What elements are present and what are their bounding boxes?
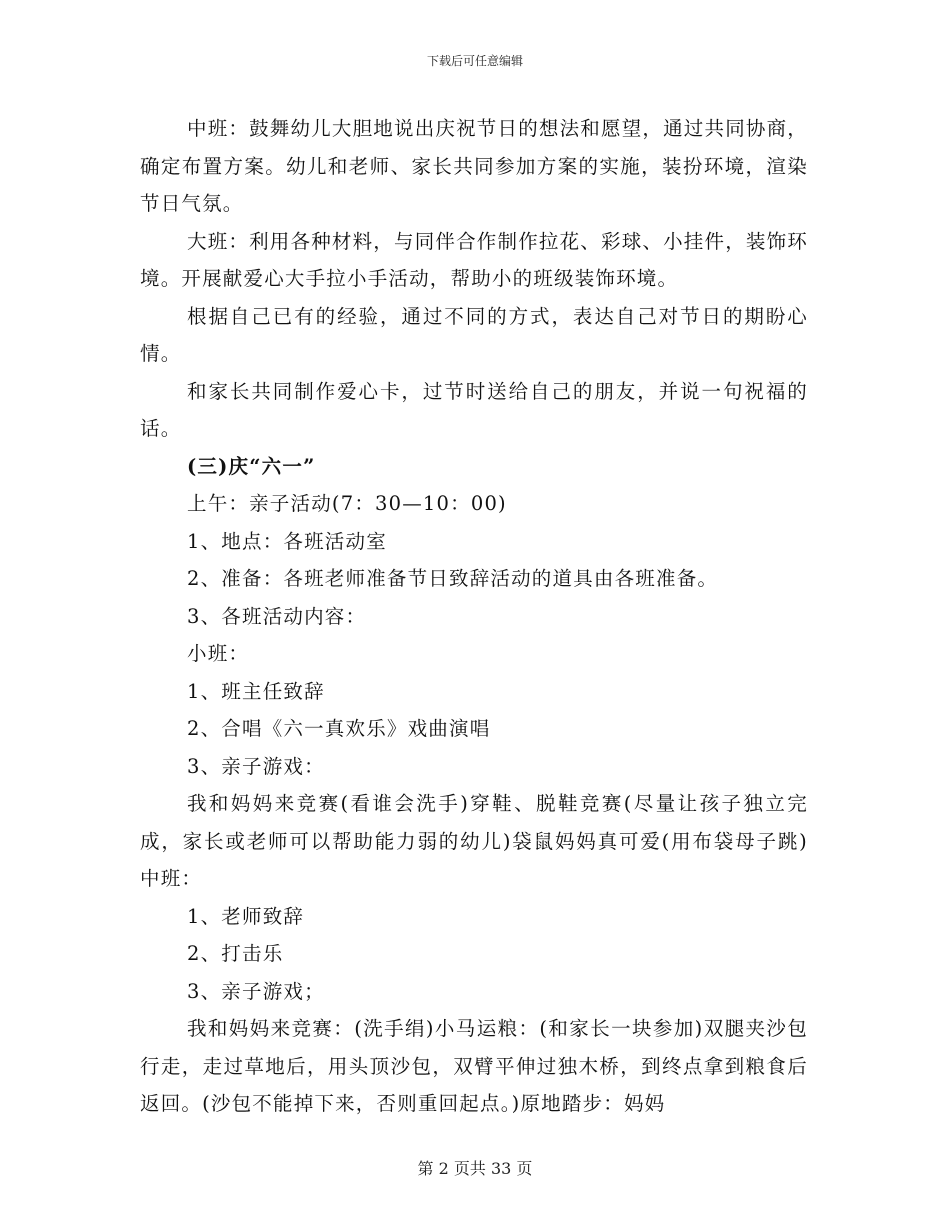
- paragraph-junior-games-detail: 我和妈妈来竞赛(看谁会洗手)穿鞋、脱鞋竞赛(尽量让孩子独立完成，家长或老师可以帮助能力弱的幼儿)袋鼠妈妈真可爱(用布袋母子跳)中班：: [140, 792, 808, 890]
- paragraph-love-card: 和家长共同制作爱心卡，过节时送给自己的朋友，并说一句祝福的话。: [140, 379, 808, 440]
- list-item-percussion: 2、打击乐: [187, 942, 284, 965]
- list-item-class-activities: 3、各班活动内容：: [187, 604, 367, 628]
- document-body: [140, 110, 808, 1123]
- paragraph-middle-games-detail: 我和妈妈来竞赛：(洗手绢)小马运粮：(和家长一块参加)双腿夹沙包行走，走过草地后，用头顶沙包，双臂平伸过独木桥，到终点拿到粮食后返回。(沙包不能掉下来，否则重回起点。)原地踏步：妈妈: [140, 1017, 808, 1115]
- paragraph-express-expectation: 根据自己已有的经验，通过不同的方式，表达自己对节日的期盼心情。: [140, 304, 808, 365]
- list-item-preparation: 2、准备：各班老师准备节日致辞活动的道具由各班准备。: [187, 567, 719, 590]
- subheading-junior-class: 小班：: [187, 642, 250, 665]
- page-header: 下载后可任意编辑: [426, 54, 523, 68]
- list-item-teacher-speech: 1、班主任致辞: [187, 679, 325, 703]
- list-item-chorus: 2、合唱《六一真欢乐》戏曲演唱: [187, 717, 491, 740]
- page-footer: 第 2 页共 33 页: [417, 1159, 533, 1178]
- section-heading-celebrate-children-day: (三)庆“六一”: [187, 454, 316, 478]
- list-item-teacher-speech-middle: 1、老师致辞: [187, 904, 305, 928]
- paragraph-middle-class-decoration: 中班：鼓舞幼儿大胆地说出庆祝节日的想法和愿望，通过共同协商，确定布置方案。幼儿和老师、家长共同参加方案的实施，装扮环境，渲染节日气氛。: [140, 117, 809, 215]
- list-item-parent-child-games-middle: 3、亲子游戏；: [187, 979, 325, 1003]
- list-item-parent-child-games: 3、亲子游戏：: [187, 754, 325, 778]
- paragraph-morning-activity: 上午：亲子活动(7：30—10：00): [187, 492, 507, 515]
- paragraph-senior-class-decoration: 大班：利用各种材料，与同伴合作制作拉花、彩球、小挂件，装饰环境。开展献爱心大手拉小手活动，帮助小的班级装饰环境。: [140, 229, 809, 290]
- list-item-location: 1、地点：各班活动室: [187, 529, 387, 553]
